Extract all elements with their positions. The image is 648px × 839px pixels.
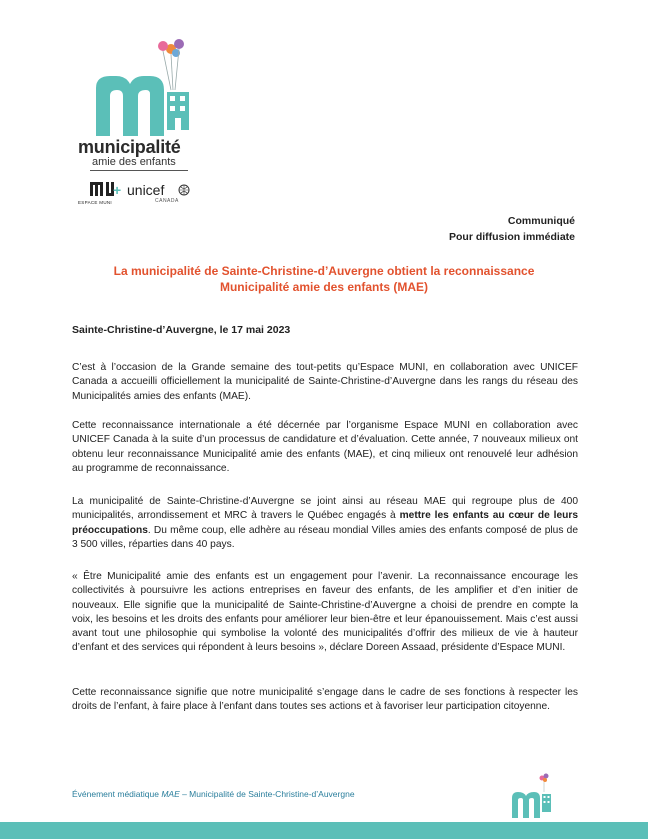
headline-line-1: La municipalité de Sainte-Christine-d’Auvergne obtient la reconnaissance — [113, 264, 535, 278]
paragraph-2: Cette reconnaissance internationale a été décernée par l’organisme Espace MUNI en collaboration avec UNICEF Canada à la suite d’un processus de candidature et d’évaluation. Cette année, 7 nouveaux milieux ont obtenu leur reconnaissance Municipalité amie des enfants (MAE), et cinq milieux ont renouvelé leur adhésion au programme de reconnaissance. — [72, 420, 578, 474]
footer-italic: MAE — [161, 789, 180, 799]
tagline-underline — [90, 170, 188, 171]
release-distribution: Pour diffusion immédiate — [448, 231, 575, 243]
release-tag — [449, 213, 575, 245]
unicef-logo-text: unicef — [127, 182, 165, 198]
paragraph-3-emphasis: mettre les enfants au cœur de leurs préoccupations — [72, 510, 578, 536]
release-type: Communiqué — [507, 215, 575, 227]
headline — [70, 263, 578, 295]
logo-tagline: amie des enfants — [92, 156, 176, 168]
unicef-country: CANADA — [155, 198, 179, 204]
partner-plus: + — [113, 182, 122, 198]
footer-suffix: – Municipalité de Sainte-Christine-d’Auvergne — [179, 789, 355, 799]
paragraph-3 — [72, 495, 578, 552]
unicef-globe-icon — [178, 184, 190, 196]
paragraph-3-text-b: . Du même coup, elle adhère au réseau mondial Villes amies des enfants composé de plus de 3 500 villes, réparties dans 40 pays. — [72, 524, 578, 550]
footer-prefix: Événement médiatique — [72, 789, 162, 799]
logo-wordmark: municipalité — [78, 137, 181, 157]
paragraph-3-text-a: La municipalité de Sainte-Christine-d’Auvergne se joint ainsi au réseau MAE qui regroupe plus de 400 municipalités, arrondissement et MRC à travers le Québec engagés à — [72, 496, 578, 522]
footer-mae-logo — [508, 772, 558, 822]
dateline: Sainte-Christine-d’Auvergne, le 17 mai 2023 — [72, 324, 291, 336]
paragraph-5: Cette reconnaissance signifie que notre municipalité s’engage dans le cadre de ses fonctions à respecter les droits de l’enfant, à faire place à l’enfant dans toutes ses actions et à favoriser leur participation citoyenne. — [72, 687, 578, 713]
paragraph-4-quote: « Être Municipalité amie des enfants est un engagement pour l’avenir. La reconnaissance encourage les collectivités à poursuivre les actions entreprises en faveur des enfants, de les amplifier et d’en initier de nouveaux. Elle signifie que la municipalité de Sainte-Christine-d’Auvergne a choisi de prendre en compte la voix, les besoins et les droits des enfants pour améliorer leur bien-être et leur épanouissement. Mais c’est aussi avant tout une philosophie qui symbolise la volonté des municipalités d’offrir des milieux de vie à hauteur d’enfant et des services qui répondent à leurs besoins », déclare Doreen Assaad, présidente d’Espace MUNI. — [72, 571, 578, 654]
balloon-purple — [174, 39, 184, 49]
paragraph-1: C’est à l’occasion de la Grande semaine des tout-petits qu’Espace MUNI, en collaboration avec UNICEF Canada a accueilli officiellement la municipalité de Sainte-Christine-d’Auvergne dans les rangs du réseau des Municipalités amies des enfants (MAE). — [72, 362, 578, 402]
espace-muni-mark — [90, 182, 114, 196]
footer-color-bar — [0, 822, 648, 839]
footer-caption — [72, 789, 355, 799]
espace-muni-label: ESPACE MUNI — [78, 200, 112, 205]
letter-m-shape — [96, 76, 164, 136]
headline-line-2: Municipalité amie des enfants (MAE) — [219, 280, 429, 294]
balloon-pink — [158, 41, 168, 51]
